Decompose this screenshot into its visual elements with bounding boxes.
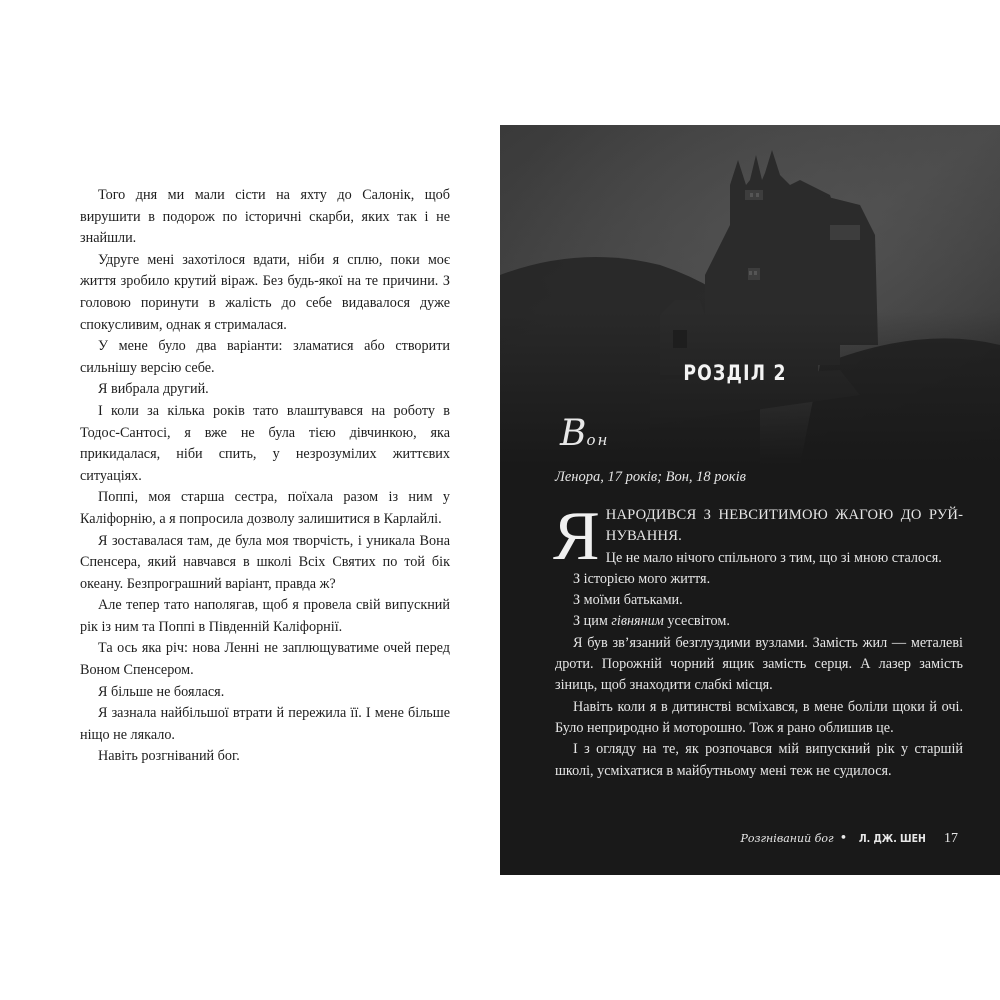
paragraph: І коли за кілька років тато влаштувався на роботу в Тодос-Сантосі, я вже не була тією дівчинкою, яка прикидалася, ніби спить, у незрозумілих життєвих ситуаціях. [80,402,450,484]
paragraph: Я зоставалася там, де була моя творчість, і уникала Вона Спенсера, який навчався в школі Всіх Святих по той бік океану. Безпрограшний варіант, правда ж? [80,532,450,592]
emphasized-word: гівняним [611,613,664,630]
paragraph: Це не мало нічого спільного з тим, що зі мною сталося. [605,549,942,566]
chapter-subtitle: Ленора, 17 років; Вон, 18 років [555,469,746,485]
text: усесвітом. [663,613,730,630]
paragraph: Навіть розгніваний бог. [98,748,240,765]
paragraph: Удруге мені захотілося вдати, ніби я сплю, поки моє життя зробило крутий віраж. Без будь-якої на те причини. З головою поринути в жалість до себе видавалося дуже спокусливим, однак я стрималася. [80,251,450,333]
text: З цим [573,613,612,630]
drop-cap: Я [553,498,600,575]
pov-name-initial: В [560,413,587,454]
paragraph: Я більше не боялася. [98,683,225,700]
paragraph: З історією мого життя. [573,570,711,587]
chapter-title: РОЗДІЛ 2 [683,361,787,385]
paragraph: Того дня ми мали сісти на яхту до Салонік, щоб вирушити в подорож по історичні скарби, яких так і не знайшли. [80,187,450,247]
paragraph: У мене було два варіанти: зламатися або створити сильнішу версію себе. [80,338,450,376]
right-page-text [553,498,963,782]
paragraph: Але тепер тато наполягав, щоб я провела свій випускний рік із ним та Поппі в Південній Каліфорнії. [80,597,450,635]
paragraph: З моїми батьками. [573,592,683,609]
separator-bullet: • [839,831,848,846]
paragraph: Я зазнала найбільшої втрати й пережила її. І мене більше ніщо не лякало. [80,705,450,743]
page-footer [740,831,958,847]
paragraph: Та ось яка річ: нова Ленні не заплющуватиме очей перед Воном Спенсером. [80,640,450,679]
paragraph: Навіть коли я в дитинстві всміхався, в мене боліли щоки й очі. Було неприродно й моторошно. Тож я рано облишив це. [555,698,963,736]
running-author: Л. ДЖ. ШЕН [859,832,927,845]
pov-name-rest: он [586,431,610,449]
page-number: 17 [944,831,958,846]
paragraph: Я був зв’язаний безглуздими вузлами. Замість жил — металеві дроти. Порожній чорний ящик замість серця. А лазер замість зіниць, щоб знаходити слабкі місця. [555,634,963,694]
left-page-text [80,185,450,768]
paragraph: Я вибрала другий. [98,381,209,398]
paragraph: І з огляду на те, як розпочався мій випускний рік у старшій школі, усміхатися в майбутньому мені теж не судилося. [555,741,963,779]
right-page [500,125,1000,875]
running-book-title: Розгніваний бог [740,832,834,845]
opening-caps: НАРОДИВСЯ З НЕВСИТИМОЮ ЖАГОЮ ДО РУЙНУВАННЯ. [605,507,963,545]
paragraph: Поппі, моя старша сестра, поїхала разом із ним у Каліфорнію, а я попросила дозволу залишитися в Карлайлі. [80,489,450,527]
paragraph-with-emphasis [555,611,963,632]
pov-character-name [560,413,609,454]
